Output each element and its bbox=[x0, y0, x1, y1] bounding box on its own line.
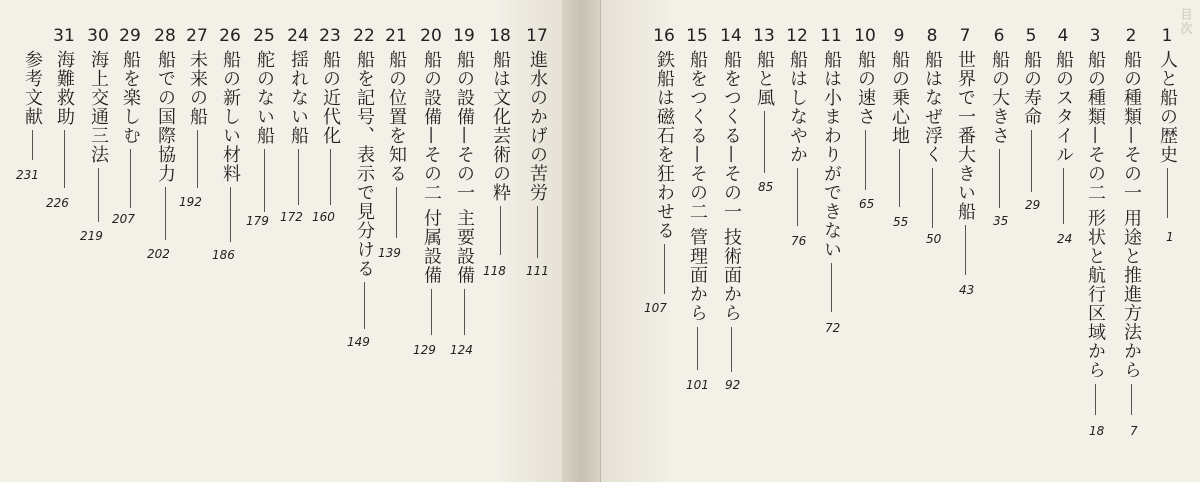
chapter-number: 30 bbox=[87, 26, 109, 46]
page-number: 179 bbox=[246, 214, 269, 228]
chapter-number: 21 bbox=[385, 26, 407, 46]
toc-entry[interactable] bbox=[213, 0, 247, 482]
toc-entry[interactable] bbox=[915, 0, 949, 482]
dotted-leader bbox=[230, 187, 231, 242]
page-number: 219 bbox=[80, 229, 103, 243]
toc-entry[interactable] bbox=[814, 0, 848, 482]
chapter-number: 15 bbox=[686, 26, 708, 46]
page-number: 65 bbox=[859, 197, 875, 211]
page-number: 24 bbox=[1057, 232, 1073, 246]
page-number: 149 bbox=[347, 335, 370, 349]
chapter-number: 13 bbox=[753, 26, 775, 46]
chapter-number: 1 bbox=[1161, 26, 1173, 46]
dotted-leader bbox=[396, 187, 397, 238]
toc-entry[interactable] bbox=[81, 0, 115, 482]
chapter-title: 船と風 bbox=[754, 50, 775, 107]
chapter-title: 船の設備—その一 主要設備 bbox=[454, 50, 475, 285]
chapter-title: 船の速さ bbox=[855, 50, 876, 126]
page-number: 29 bbox=[1025, 198, 1041, 212]
chapter-number: 14 bbox=[720, 26, 742, 46]
book-gutter bbox=[562, 0, 600, 482]
page-number: 72 bbox=[825, 321, 841, 335]
chapter-number: 31 bbox=[53, 26, 75, 46]
dotted-leader bbox=[431, 289, 432, 335]
dotted-leader bbox=[32, 130, 33, 160]
toc-entry[interactable] bbox=[313, 0, 347, 482]
chapter-title: 船はしなやか bbox=[787, 50, 808, 164]
page-number: 129 bbox=[413, 343, 436, 357]
page-number: 231 bbox=[16, 168, 39, 182]
dotted-leader bbox=[764, 111, 765, 173]
toc-entry[interactable] bbox=[520, 0, 554, 482]
chapter-number: 4 bbox=[1057, 26, 1069, 46]
chapter-title: 人と船の歴史 bbox=[1157, 50, 1178, 164]
dotted-leader bbox=[865, 130, 866, 190]
page-number: 101 bbox=[686, 378, 709, 392]
dotted-leader bbox=[1031, 130, 1032, 192]
chapter-number: 10 bbox=[854, 26, 876, 46]
toc-entry[interactable] bbox=[1014, 0, 1048, 482]
chapter-title: 船の設備—その二 付属設備 bbox=[421, 50, 442, 285]
page-number: 202 bbox=[147, 247, 170, 261]
chapter-number: 6 bbox=[993, 26, 1005, 46]
chapter-number: 27 bbox=[186, 26, 208, 46]
chapter-number: 5 bbox=[1025, 26, 1037, 46]
chapter-title: 船の近代化 bbox=[320, 50, 341, 145]
toc-entry[interactable] bbox=[1114, 0, 1148, 482]
chapter-title: 参考文献 bbox=[22, 50, 43, 126]
chapter-number: 7 bbox=[959, 26, 971, 46]
chapter-title: 船の寿命 bbox=[1021, 50, 1042, 126]
page-number: 192 bbox=[179, 195, 202, 209]
toc-entry[interactable] bbox=[379, 0, 413, 482]
toc-entry[interactable] bbox=[414, 0, 448, 482]
page-number: 186 bbox=[212, 248, 235, 262]
dotted-leader bbox=[1095, 384, 1096, 415]
dotted-leader bbox=[98, 168, 99, 222]
page-number: 35 bbox=[993, 214, 1009, 228]
toc-entry[interactable] bbox=[281, 0, 315, 482]
dotted-leader bbox=[364, 282, 365, 329]
chapter-number: 28 bbox=[154, 26, 176, 46]
dotted-leader bbox=[1131, 384, 1132, 415]
chapter-number: 16 bbox=[653, 26, 675, 46]
chapter-number: 18 bbox=[489, 26, 511, 46]
toc-entry[interactable] bbox=[714, 0, 748, 482]
page-number: 92 bbox=[725, 378, 741, 392]
chapter-title: 船での国際協力 bbox=[155, 50, 176, 183]
toc-entry[interactable] bbox=[180, 0, 214, 482]
page-number: 18 bbox=[1089, 424, 1105, 438]
chapter-title: 船をつくる—その二 管理面から bbox=[687, 50, 708, 323]
toc-entry[interactable] bbox=[848, 0, 882, 482]
chapter-number: 19 bbox=[453, 26, 475, 46]
dotted-leader bbox=[500, 206, 501, 255]
toc-entry[interactable] bbox=[15, 0, 49, 482]
chapter-title: 鉄船は磁石を狂わせる bbox=[654, 50, 675, 240]
chapter-title: 船を記号、表示で見分ける bbox=[354, 50, 375, 278]
dotted-leader bbox=[130, 149, 131, 208]
dotted-leader bbox=[831, 263, 832, 312]
toc-entry[interactable] bbox=[644, 0, 681, 482]
chapter-title: 船は小まわりができない bbox=[821, 50, 842, 259]
chapter-number: 8 bbox=[926, 26, 938, 46]
chapter-title: 未来の船 bbox=[187, 50, 208, 126]
page-number: 50 bbox=[926, 232, 942, 246]
chapter-number: 26 bbox=[219, 26, 241, 46]
chapter-title: 船の乗心地 bbox=[889, 50, 910, 145]
toc-entry[interactable] bbox=[1150, 0, 1184, 482]
dotted-leader bbox=[999, 149, 1000, 208]
chapter-title: 海難救助 bbox=[54, 50, 75, 126]
chapter-title: 舵のない船 bbox=[254, 50, 275, 145]
chapter-number: 23 bbox=[319, 26, 341, 46]
chapter-title: 船の新しい材料 bbox=[220, 50, 241, 183]
dotted-leader bbox=[899, 149, 900, 207]
right-page bbox=[600, 0, 1200, 482]
chapter-number: 20 bbox=[420, 26, 442, 46]
toc-entry[interactable] bbox=[447, 0, 481, 482]
chapter-title: 船のスタイル bbox=[1053, 50, 1074, 164]
dotted-leader bbox=[330, 149, 331, 205]
toc-entry[interactable] bbox=[47, 0, 81, 482]
dotted-leader bbox=[1167, 168, 1168, 218]
page-number: 124 bbox=[450, 343, 473, 357]
dotted-leader bbox=[537, 206, 538, 258]
dotted-leader bbox=[264, 149, 265, 212]
chapter-title: 揺れない船 bbox=[288, 50, 309, 145]
toc-entry[interactable] bbox=[882, 0, 916, 482]
dotted-leader bbox=[664, 244, 665, 294]
left-page bbox=[0, 0, 563, 482]
page-number: 139 bbox=[378, 246, 401, 260]
chapter-number: 29 bbox=[119, 26, 141, 46]
dotted-leader bbox=[731, 327, 732, 372]
page-number: 226 bbox=[46, 196, 69, 210]
chapter-title: 海上交通三法 bbox=[88, 50, 109, 164]
toc-entry[interactable] bbox=[982, 0, 1016, 482]
chapter-title: 船を楽しむ bbox=[120, 50, 141, 145]
toc-entry[interactable] bbox=[1046, 0, 1080, 482]
toc-entry[interactable] bbox=[347, 0, 381, 482]
page-number: 85 bbox=[758, 180, 774, 194]
chapter-title: 船の種類—その二 形状と航行区域から bbox=[1085, 50, 1106, 380]
page-number: 7 bbox=[1130, 424, 1138, 438]
page-number: 160 bbox=[312, 210, 335, 224]
chapter-number: 25 bbox=[253, 26, 275, 46]
toc-entry[interactable] bbox=[680, 0, 714, 482]
chapter-number: 11 bbox=[820, 26, 842, 46]
dotted-leader bbox=[464, 289, 465, 335]
dotted-leader bbox=[1063, 168, 1064, 224]
page-number: 76 bbox=[791, 234, 807, 248]
toc-entry[interactable] bbox=[483, 0, 517, 482]
page-number: 43 bbox=[959, 283, 975, 297]
dotted-leader bbox=[797, 168, 798, 226]
dotted-leader bbox=[965, 225, 966, 275]
toc-entry[interactable] bbox=[780, 0, 814, 482]
chapter-number: 24 bbox=[287, 26, 309, 46]
chapter-title: 船の種類—その一 用途と推進方法から bbox=[1121, 50, 1142, 380]
chapter-title: 船の位置を知る bbox=[386, 50, 407, 183]
dotted-leader bbox=[932, 168, 933, 228]
toc-entry[interactable] bbox=[113, 0, 147, 482]
page-number: 172 bbox=[280, 210, 303, 224]
toc-entry[interactable] bbox=[1078, 0, 1112, 482]
dotted-leader bbox=[165, 187, 166, 240]
toc-entry[interactable] bbox=[247, 0, 281, 482]
page-number: 1 bbox=[1166, 230, 1174, 244]
dotted-leader bbox=[298, 149, 299, 205]
chapter-title: 船をつくる—その一 技術面から bbox=[721, 50, 742, 323]
ghost-heading: 目次 bbox=[1179, 8, 1193, 36]
chapter-number: 3 bbox=[1089, 26, 1101, 46]
page-number: 55 bbox=[893, 215, 909, 229]
chapter-title: 船は文化芸術の粋 bbox=[490, 50, 511, 202]
page-number: 111 bbox=[526, 264, 549, 278]
chapter-number: 9 bbox=[893, 26, 905, 46]
toc-entry[interactable] bbox=[148, 0, 182, 482]
chapter-number: 12 bbox=[786, 26, 808, 46]
toc-entry[interactable] bbox=[747, 0, 781, 482]
page-number: 207 bbox=[112, 212, 135, 226]
chapter-title: 船はなぜ浮く bbox=[922, 50, 943, 164]
toc-entry[interactable] bbox=[948, 0, 982, 482]
chapter-number: 17 bbox=[526, 26, 548, 46]
chapter-title: 船の大きさ bbox=[989, 50, 1010, 145]
dotted-leader bbox=[697, 327, 698, 370]
page-number: 118 bbox=[483, 264, 506, 278]
dotted-leader bbox=[64, 130, 65, 188]
page-number: 107 bbox=[644, 301, 667, 315]
chapter-number: 22 bbox=[353, 26, 375, 46]
chapter-title: 世界で一番大きい船 bbox=[955, 50, 976, 221]
chapter-number: 2 bbox=[1125, 26, 1137, 46]
chapter-title: 進水のかげの苦労 bbox=[527, 50, 548, 202]
dotted-leader bbox=[197, 130, 198, 188]
